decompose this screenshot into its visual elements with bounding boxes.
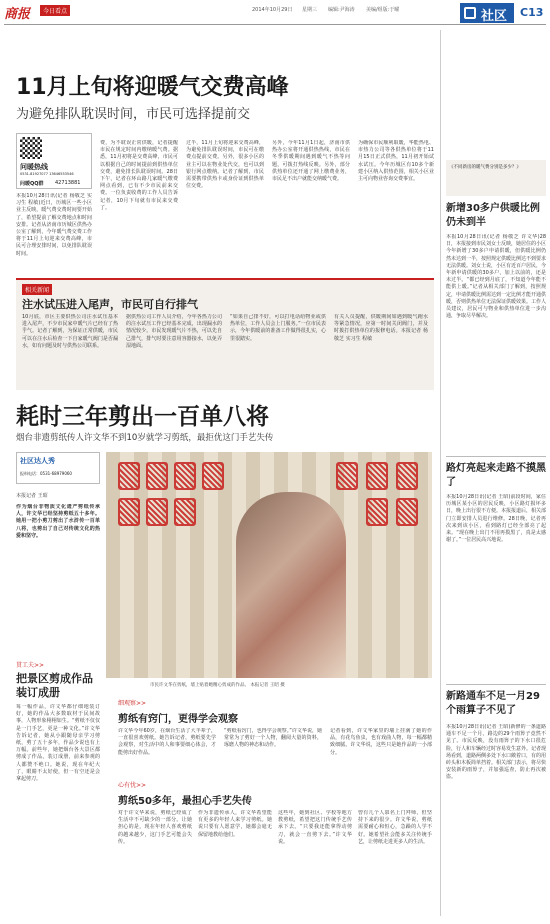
issue-weekday: 星期三 [302,7,318,13]
related-box [16,278,434,390]
related-col2: 据供热公司工作人员介绍，今年各热力公司的注水试压工作已经基本完成，出现漏水的情况较少。市民发现暖气片不热，可以先自己排气，排气时要注意用容器接水，以免弄湿地面。 [126,314,222,349]
sub3-col4: 曾有几个人慕名上门拜师，但坚持下来的很少。许文华说，剪纸需要耐心和恒心，急躁的人学不好。她希望社会能多关注传统手艺，让剪纸走进更多人的生活。 [358,810,432,845]
masthead [0,0,550,26]
papercut-artwork [336,462,358,490]
page-number: C13 [520,6,544,19]
feature-intro: 作为烟台非物质文化遗产剪纸传承人，许文华已经坚持剪纸五十多年。她用一把小剪刀剪出了水浒传一百单八将，也剪出了自己对传统文化的热爱和坚守。 [16,504,100,539]
masthead-logo: 商报 [4,7,31,22]
papercut-artwork [366,462,388,490]
page-editor: 编辑:尹海涛 [328,7,355,13]
lead-col4: 另外，今年11月1日起，济南市供热办公室将开通供热热线，市民在冬季供暖期间遇到暖气不热等问题，可拨打热线反映。另外，部分供热单位还开通了网上缴费业务，市民足不出户就能交纳暖气费。 [272,140,350,183]
section-badge [460,3,514,23]
masthead-rule [4,24,546,25]
qq-label: 问暖QQ群 [20,181,44,187]
papercut-artwork [174,498,196,526]
sub3-tag: 心有忧>> [118,782,147,789]
papercut-artwork [118,462,140,490]
hotline-box [16,133,92,189]
sub2-col3: 记者看到，许文华家里的墙上挂满了她的作品，有花鸟鱼虫，也有戏曲人物，每一幅都精致细腻。许文华说，这些只是她作品的一小部分。 [330,728,432,756]
home-icon [464,7,476,19]
papercut-artwork [118,498,140,526]
reference-caption: 《不同新房的暖气费分别是多少？》 [449,165,521,170]
reference-box [446,160,546,196]
feature-subhead: 烟台非遗剪纸传人许文华不到10岁就学习剪纸，最拒优这门手艺失传 [16,433,274,443]
lead-col2: 费，为不耽误正常供暖，记者提醒市民在规定时间内缴纳暖气费。据悉，11月初将是交费高峰，市民可以根据自己的时间提前到供热单位交费，避免排长队耽误时间。28日下午，记者在环山路几家暖气缴费网点看到，已有不少市民前来交费。一位负责收费的工作人员告诉记者，10月下旬就有市民来交费了。 [100,140,178,211]
sub2-headline: 剪纸有窍门，更得学会观察 [118,714,238,725]
feature-photo [106,452,432,678]
brand-tag: 今日看点 [40,5,70,16]
papercut-artwork [202,462,224,490]
issue-date: 2014年10月29日 [252,7,293,13]
papercut-artwork [146,462,168,490]
r1-body: 本报10月28日讯(记者 杨敬芝 许文华)28日，本报接到市民刘女士反映，她居住的小区今年新增了30多户申请供暖，但供暖比例仍然未达到一半，按照规定供暖比例达不到要求无法供暖。刘女士说，小区有近百户居民，今年新申请供暖的30多户，加上以前的，还是未过半。“都已经到月底了，不知道今年能不能供上暖。”记者从相关部门了解到，按照规定，申请供暖比例需达到一定比例才能开通供暖，否则供热单位无法保证供暖效果。工作人员建议，居民可与物业和供热单位进一步沟通，争取尽早解决。 [446,234,546,320]
qr-code [20,137,42,159]
hotline-phones: 0531-81927077 13646553546 [20,172,74,176]
section-name: 社区 [481,9,508,24]
r2-rule [446,456,546,457]
sub3-headline: 剪纸50多年，最担心手艺失传 [118,796,252,807]
sub1-headline: 把景区剪成作品装订成册 [16,672,93,699]
lead-col3: 过半，11月上旬将迎来交费高峰，为避免排队耽误时间，市民可在缴费点提前交费。另外，很多小区的业主可以在物业处代交，也可以到银行网点缴纳。记者了解到，市民需要携带供热卡或身份证到供热单位交费。 [186,140,264,190]
sub2-col2: “剪纸看窍门，也得学会观察。”许文华说，她常常为了剪好一个人物，翻阅大量的资料，琢磨人物的神态和动作。 [224,728,322,749]
hotline-number: 报料电话：0531-68979060 [20,471,72,476]
artisan-portrait [236,492,346,678]
feature-headline: 耗时三年剪出一百单八将 [16,404,269,430]
r2-body: 本报10月28日讯(记者 王昭)前段时间，家住历城区某小区的居民反映，小区路灯损坏多日，晚上出行很不方便。本报报道后，相关部门立即安排人员进行维修。28日晚，记者再次来到该小区，看到路灯已经全部亮了起来。“现在晚上出门不用再摸黑了，真是太感谢了。”一位居民高兴地说。 [446,494,546,544]
papercut-artwork [366,498,388,526]
r3-headline: 新路通车不足一月29个雨算子不见了 [446,691,540,716]
sub1-tag: 贯工夫>> [16,662,45,669]
papercut-artwork [396,498,418,526]
feature-hotline [16,452,100,484]
related-col4: 有关人员提醒，供暖期间如遇到暖气跑水等紧急情况，应第一时间关闭阀门，并及时拨打供热单位的报修电话。本报记者 杨敬芝 实习生 程敏 [334,314,428,342]
qq-number: 42713881 [55,180,81,186]
r3-body: 本报10月28日讯(记者 王昭)新修的一条道路通车不足一个月，路边的29个雨箅子竟然不见了。市民反映，没有雨箅子的下水口很危险，行人和车辆经过时容易发生意外。记者现场看到，道路两侧多处下水口敞着口，有的用砖头和木板简单挡着。相关部门表示，将尽快安装新的雨箅子，并加强巡查，防止再次被盗。 [446,724,546,781]
sub2-col1: 许文华今年60岁，在烟台生活了大半辈子，一直很喜欢剪纸。她告诉记者，剪纸要先学会观察，对生活中的人和事要细心体会，才能剪出好作品。 [118,728,216,756]
hotline-label: 社区达人秀 [20,457,55,465]
related-headline: 注水试压进入尾声，市民可自行排气 [22,298,198,311]
hotline-title: 问暖热线 [20,163,48,171]
papercut-artwork [396,462,418,490]
lead-headline: 11月上旬将迎暖气交费高峰 [16,75,289,100]
papercut-artwork [174,462,196,490]
r1-headline: 新增30多户供暖比例仍未到半 [446,203,540,228]
r2-headline: 路灯亮起来走路不摸黑了 [446,463,546,488]
sub3-col3: 这些年，她到社区、学校等地方教剪纸，希望把这门传统手艺传承下去。“只要我还能拿得动剪刀，就会一直剪下去。”许文华说。 [278,810,352,845]
sub1-body: 每一幅作品，许文华都仔细地装订好，她的作品大多数取材于民间故事，人物形象栩栩如生。“剪纸不仅仅是一门手艺，更是一种文化。”许文华告诉记者，她从小跟随母亲学习剪纸，剪了五十多年，作品少说也有上万幅。前些年，她把烟台各大景区都剪成了作品，装订成册，前来参观的人都赞不绝口。她说，现在年纪大了，眼睛不太好使，但一有空还是会拿起剪刀。 [16,704,100,783]
sub2-tag: 细观察>> [118,700,147,707]
related-col3: “如果自己排不好，可以打电话给物业或供热单位，工作人员会上门服务。”一位市民表示，今年供暖前的准备工作做得很扎实，心里很踏实。 [230,314,326,342]
feature-byline: 本报记者 王昭 [16,493,48,499]
right-divider [440,30,441,916]
lead-subhead: 为避免排队耽误时间，市民可选择提前交 [16,107,251,122]
papercut-artwork [146,498,168,526]
lead-col5: 为确保市民顺利取暖，华能热电、市热力公司等各供热单位将于11月15日正式供热，11月初开始试水试压。今年历城区有10多个新建小区纳入供热范围，相关小区业主可向物业咨询交费事宜。 [358,140,434,183]
related-col1: 10月底，市区主要供热公司注水试压基本进入尾声，不少市民家中暖气片已经有了热乎气。记者了解到，为保证正常供暖，市民可以在注水后检查一下自家暖气阀门是否漏水，如有问题及时与供热公司联系。 [22,314,118,349]
page-designer: 美编/组版:于曜 [366,7,400,13]
sub3-col2: 作为非遗传承人，许文华希望能有更多的年轻人来学习剪纸。她说只要有人愿意学，她都会毫无保留地教给他们。 [198,810,272,838]
related-tag: 相关新闻 [22,284,52,295]
photo-caption: 市民许文华在剪纸，墙上贴着她精心剪成的作品。 本报记者 王昭 摄 [150,683,285,688]
lead-col1: 本报10月28日讯(记者 杨敬芝 实习生 程敏)近日，历城区一些小区业主反映，暖气费交费时间要开始了，希望提前了解交费地点和时间安排。记者从济南市历城区供热办公室了解到，今年暖气费交费工作将于11月上旬迎来交费高峰，市民可合理安排时间，以免排队耽误时间。 [16,193,92,257]
sub3-col1: 对于许文华来说，剪纸已经成了生活中不可缺少的一部分。让她担心的是，现在年轻人喜欢剪纸的越来越少，这门手艺可能会失传。 [118,810,192,845]
r3-rule [446,684,546,685]
